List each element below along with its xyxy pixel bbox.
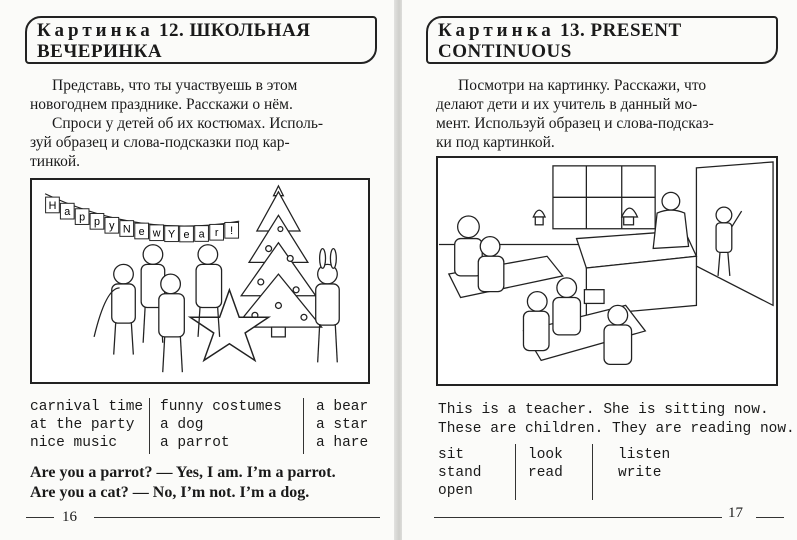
- christmas-tree-icon: [235, 186, 321, 337]
- hint-word: carnival time: [30, 399, 144, 415]
- page-number: 16: [62, 509, 77, 525]
- left-heading-line1: Картинка 12. ШКОЛЬНАЯ: [37, 20, 311, 41]
- hint-word: look: [528, 447, 563, 463]
- instruction-line: Посмотри на картинку. Расскажи, что: [458, 77, 707, 94]
- garland-letter: a: [64, 206, 71, 219]
- blackboard-icon: [696, 162, 773, 305]
- instruction-line: зуй образец и слова-подсказки под кар-: [30, 134, 290, 151]
- hint-word: a hare: [316, 435, 369, 451]
- garland-flag: [210, 224, 224, 240]
- instruction-line: Спроси у детей об их костюмах. Исполь-: [52, 115, 324, 132]
- classroom-illustration-svg: [438, 158, 776, 384]
- right-page: [402, 0, 797, 540]
- garland-letter: e: [183, 228, 190, 241]
- garland-flag: [105, 217, 119, 233]
- model-sentence: These are children. They are reading now.: [438, 421, 795, 437]
- hint-word: a star: [316, 417, 369, 433]
- garland-letter: p: [93, 216, 100, 229]
- left-words-col-1: [30, 398, 143, 452]
- right-words-col-2: [528, 446, 563, 482]
- footer-rule: [94, 517, 380, 518]
- hint-word: a bear: [316, 399, 369, 415]
- example-line: Are you a parrot? — Yes, I am. I’m a parrot.: [30, 464, 336, 481]
- garland-flag: [46, 197, 60, 213]
- table-divider: [592, 444, 593, 500]
- hint-word: read: [528, 465, 563, 481]
- hint-word: listen: [618, 447, 671, 463]
- classroom-illustration: [436, 156, 778, 386]
- garland-flag: [195, 226, 209, 242]
- right-words-col-1: [438, 446, 482, 500]
- right-words-col-3: [618, 446, 670, 482]
- hint-word: a dog: [160, 417, 204, 433]
- table-divider: [303, 398, 304, 454]
- garland-letter: w: [152, 227, 161, 240]
- garland-flag: [150, 225, 164, 241]
- garland-flag: [120, 221, 134, 237]
- garland-letter: Y: [167, 228, 176, 241]
- garland-flag: [180, 226, 194, 242]
- left-page: [0, 0, 396, 540]
- left-heading-banner: [25, 16, 377, 64]
- garland-letter: p: [79, 211, 86, 224]
- left-words-col-2: [160, 398, 282, 452]
- garland-flag: [60, 203, 74, 219]
- hint-word: sit: [438, 447, 465, 463]
- right-heading-banner: [426, 16, 778, 64]
- garland-letter: a: [198, 228, 205, 241]
- garland-letter: !: [230, 225, 234, 238]
- garland-flag: [135, 223, 149, 239]
- instruction-line: новогоднем празднике. Расскажи о нём.: [30, 96, 293, 113]
- left-heading-line2: ВЕЧЕРИНКА: [37, 41, 163, 62]
- hint-word: write: [618, 465, 662, 481]
- page-number: 17: [728, 505, 743, 521]
- window-icon: [553, 166, 655, 229]
- example-line: Are you a cat? — No, I’m not. I’m a dog.: [30, 484, 310, 501]
- model-sentence: This is a teacher. She is sitting now.: [438, 402, 769, 418]
- hint-word: nice music: [30, 435, 118, 451]
- footer-rule: [434, 517, 722, 518]
- garland-letter: N: [122, 223, 131, 236]
- instruction-line: тинкой.: [30, 153, 81, 170]
- party-illustration: [30, 178, 370, 384]
- instruction-line: ки под картинкой.: [436, 134, 555, 151]
- right-heading-line2: CONTINUOUS: [438, 41, 572, 62]
- hint-word: at the party: [30, 417, 135, 433]
- left-words-col-3: [316, 398, 368, 452]
- hint-word: stand: [438, 465, 482, 481]
- table-divider: [515, 444, 516, 500]
- garland-flag: [90, 213, 104, 229]
- garland-flag: [225, 222, 239, 238]
- hint-word: open: [438, 483, 473, 499]
- left-instructions: [30, 76, 370, 171]
- footer-rule: [26, 517, 54, 518]
- garland-flag: [75, 209, 89, 225]
- hint-word: funny costumes: [160, 399, 282, 415]
- garland-letter: H: [48, 199, 57, 212]
- instruction-line: Представь, что ты участвуешь в этом: [52, 77, 298, 94]
- party-illustration-svg: [32, 180, 368, 382]
- garland-flags: [46, 197, 239, 242]
- right-instructions: [436, 76, 778, 152]
- instruction-line: мент. Используй образец и слова-подсказ-: [436, 115, 714, 132]
- right-heading-line1: Картинка 13. PRESENT: [438, 20, 682, 41]
- footer-rule: [756, 517, 784, 518]
- teacher-figure: [653, 192, 688, 248]
- garland-letter: e: [138, 225, 145, 238]
- instruction-line: делают дети и их учитель в данный мо-: [436, 96, 698, 113]
- garland-letter: r: [214, 227, 219, 240]
- garland-flag: [165, 226, 179, 242]
- hint-word: a parrot: [160, 435, 230, 451]
- garland-letter: y: [109, 220, 115, 233]
- table-divider: [149, 398, 150, 454]
